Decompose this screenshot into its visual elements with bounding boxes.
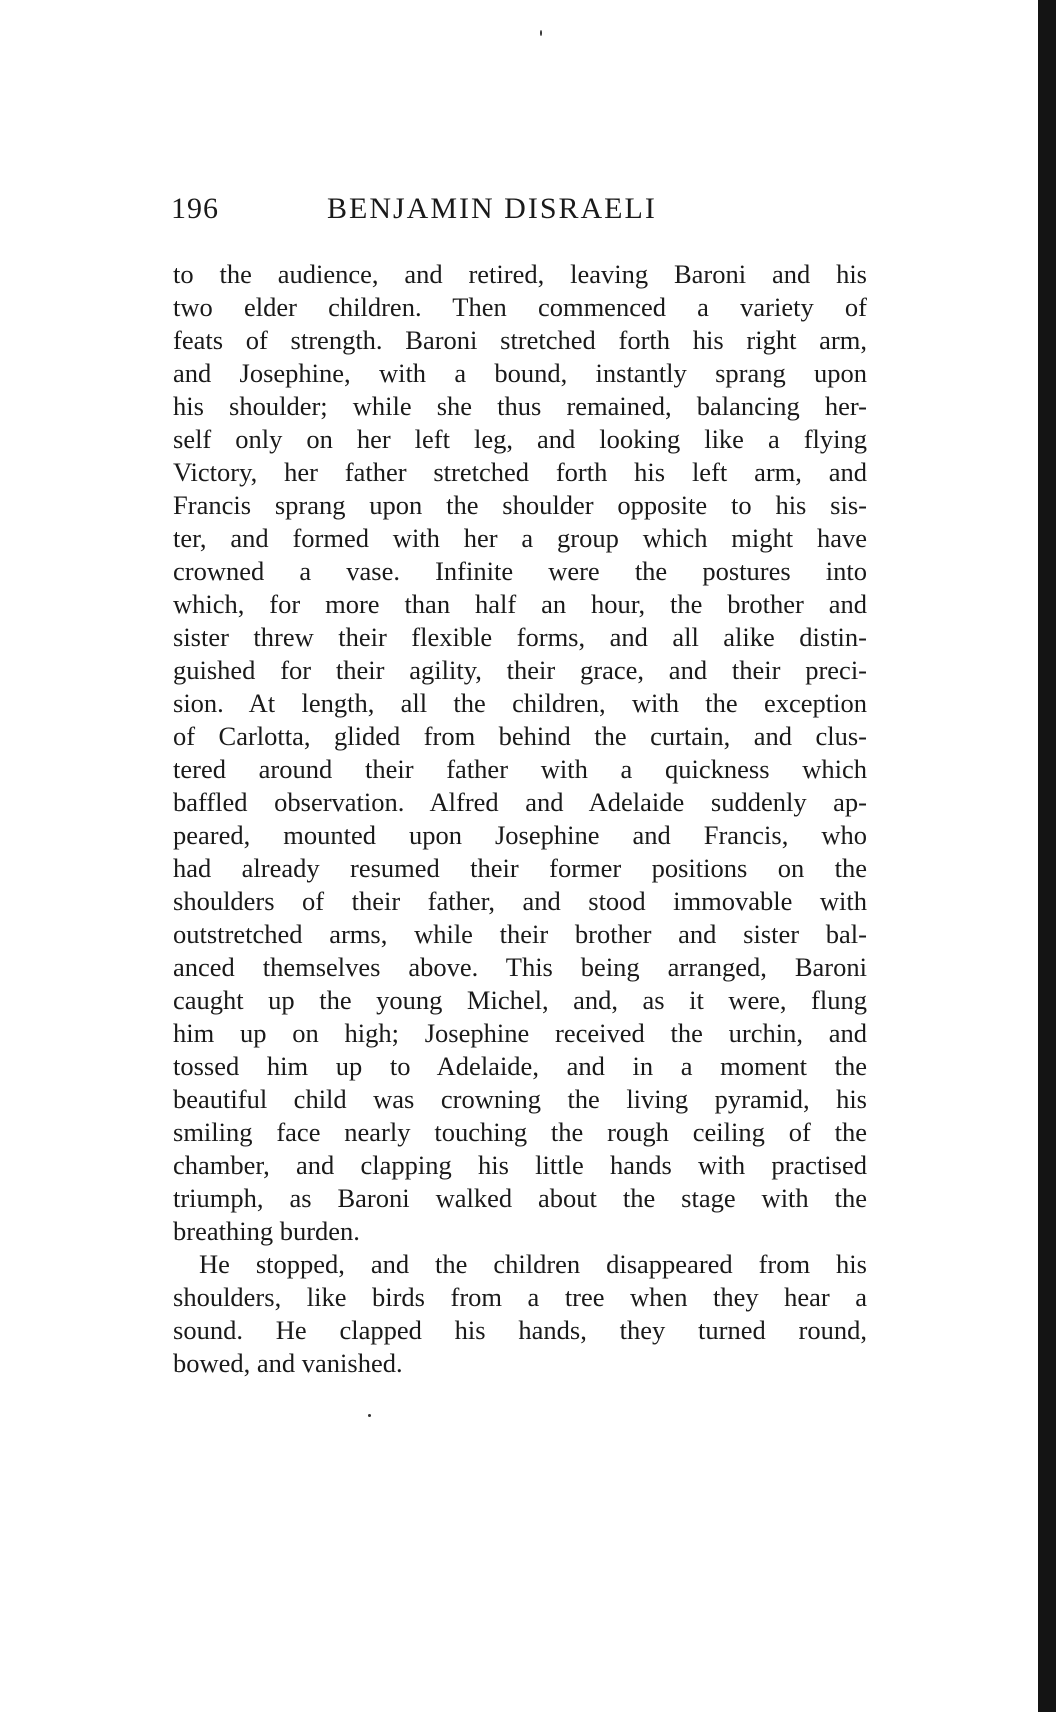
page-number: 196 xyxy=(171,192,219,225)
binding-edge xyxy=(1038,0,1056,1712)
text-line: and Josephine, with a bound, instantly sprang upon xyxy=(173,358,867,388)
text-line: sister threw their flexible forms, and all alike distin- xyxy=(173,622,867,652)
text-line: two elder children. Then commenced a variety of xyxy=(173,292,867,322)
text-line: feats of strength. Baroni stretched forth his right arm, xyxy=(173,325,867,355)
text-line: outstretched arms, while their brother and sister bal- xyxy=(173,919,867,949)
text-line: shoulders, like birds from a tree when they hear a xyxy=(173,1282,867,1312)
text-line: ter, and formed with her a group which might have xyxy=(173,523,867,553)
running-title: BENJAMIN DISRAELI xyxy=(327,192,657,225)
text-line: sion. At length, all the children, with the exception xyxy=(173,688,867,718)
text-line: his shoulder; while she thus remained, balancing her- xyxy=(173,391,867,421)
text-line: had already resumed their former positions on the xyxy=(173,853,867,883)
text-line: caught up the young Michel, and, as it were, flung xyxy=(173,985,867,1015)
text-line: sound. He clapped his hands, they turned round, xyxy=(173,1315,867,1345)
text-line: him up on high; Josephine received the urchin, and xyxy=(173,1018,867,1048)
text-line: smiling face nearly touching the rough ceiling of the xyxy=(173,1117,867,1147)
page-header xyxy=(171,192,871,232)
text-line: tossed him up to Adelaide, and in a moment the xyxy=(173,1051,867,1081)
text-line: tered around their father with a quickness which xyxy=(173,754,867,784)
text-line: of Carlotta, glided from behind the curtain, and clus- xyxy=(173,721,867,751)
paragraph-1 xyxy=(173,258,867,1248)
text-line: shoulders of their father, and stood immovable with xyxy=(173,886,867,916)
text-line: bowed, and vanished. xyxy=(173,1348,403,1378)
text-line: to the audience, and retired, leaving Baroni and his xyxy=(173,259,867,289)
text-line: which, for more than half an hour, the brother and xyxy=(173,589,867,619)
text-line: chamber, and clapping his little hands with practised xyxy=(173,1150,867,1180)
paragraph-2 xyxy=(173,1248,867,1380)
text-line: Victory, her father stretched forth his left arm, and xyxy=(173,457,867,487)
body-text xyxy=(173,258,867,1380)
scan-speck xyxy=(540,30,542,36)
text-line: Francis sprang upon the shoulder opposite to his sis- xyxy=(173,490,867,520)
text-line: peared, mounted upon Josephine and Francis, who xyxy=(173,820,867,850)
text-line: anced themselves above. This being arranged, Baroni xyxy=(173,952,867,982)
text-line: triumph, as Baroni walked about the stage with the xyxy=(173,1183,867,1213)
text-line: self only on her left leg, and looking like a flying xyxy=(173,424,867,454)
text-line: breathing burden. xyxy=(173,1216,360,1246)
text-line: baffled observation. Alfred and Adelaide suddenly ap- xyxy=(173,787,867,817)
text-line: guished for their agility, their grace, and their preci- xyxy=(173,655,867,685)
text-line: He stopped, and the children disappeared from his xyxy=(199,1249,867,1279)
text-line: crowned a vase. Infinite were the postures into xyxy=(173,556,867,586)
text-line: beautiful child was crowning the living pyramid, his xyxy=(173,1084,867,1114)
scan-speck xyxy=(368,1414,371,1417)
